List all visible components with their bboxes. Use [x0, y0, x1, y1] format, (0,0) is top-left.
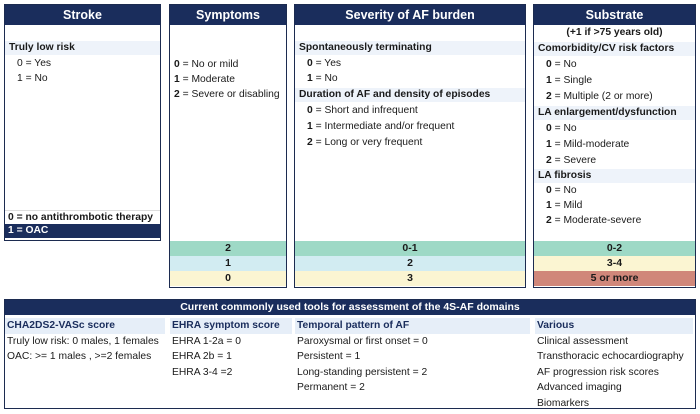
symptom-option: 1 = Moderate: [174, 74, 235, 85]
cha2ds2-vasc-column: [5, 318, 165, 365]
tools-title: Current commonly used tools for assessment of the 4S-AF domains: [5, 300, 695, 315]
severity-option: 0 = Short and infrequent: [307, 105, 418, 116]
substrate-column: [533, 4, 696, 288]
ehra-column: [170, 318, 292, 380]
assessment-tools-table: [4, 299, 696, 409]
substrate-option: 2 = Severe: [546, 155, 597, 166]
symptoms-score-high: 2: [170, 241, 286, 256]
duration-label: Duration of AF and density of episodes: [295, 88, 525, 102]
comorbidity-label: Comorbidity/CV risk factors: [534, 42, 695, 56]
substrate-option: 0 = No: [546, 59, 577, 70]
tool-item: Advanced imaging: [537, 382, 622, 393]
tool-item: Persistent = 1: [297, 351, 361, 362]
truly-low-risk-label: Truly low risk: [5, 41, 160, 55]
age-note: (+1 if >75 years old): [566, 27, 663, 38]
tool-item: Long-standing persistent = 2: [297, 366, 428, 378]
substrate-option: 2 = Multiple (2 or more): [546, 91, 653, 102]
spontaneously-terminating-label: Spontaneously terminating: [295, 41, 525, 55]
tool-item: EHRA 1-2a = 0: [172, 335, 241, 347]
severity-header: Severity of AF burden: [295, 5, 525, 25]
severity-score-mid: 2: [295, 256, 525, 271]
temporal-pattern-column: [295, 318, 530, 396]
symptoms-score-low: 0: [170, 271, 286, 286]
substrate-option: 0 = No: [546, 185, 577, 196]
severity-score-low: 3: [295, 271, 525, 286]
tool-item: Clinical assessment: [537, 335, 628, 347]
substrate-score-high: 5 or more: [534, 271, 695, 286]
la-enlargement-label: LA enlargement/dysfunction: [534, 106, 695, 120]
stroke-option-yes: 0 = Yes: [17, 58, 52, 69]
substrate-option: 0 = No: [546, 123, 577, 134]
symptoms-header: Symptoms: [170, 5, 286, 25]
tool-item: Truly low risk: 0 males, 1 females: [7, 335, 159, 347]
substrate-score-low: 0-2: [534, 241, 695, 256]
tool-item: EHRA 2b = 1: [172, 351, 232, 362]
stroke-option-no: 1 = No: [17, 73, 48, 84]
severity-option: 2 = Long or very frequent: [307, 137, 423, 148]
substrate-header: Substrate: [534, 5, 695, 25]
severity-option: 0 = Yes: [307, 58, 342, 69]
substrate-option: 2 = Moderate-severe: [546, 215, 642, 226]
various-header: Various: [535, 318, 693, 334]
la-fibrosis-label: LA fibrosis: [534, 169, 695, 183]
symptom-option: 0 = No or mild: [174, 59, 239, 70]
various-column: [535, 318, 693, 411]
tool-item: Paroxysmal or first onset = 0: [297, 335, 428, 347]
cha2ds2-vasc-header: CHA2DS2-VASc score: [5, 318, 165, 334]
stroke-column: [4, 4, 161, 241]
tool-item: Biomarkers: [537, 397, 590, 409]
stroke-header: Stroke: [5, 5, 160, 25]
tool-item: Permanent = 2: [297, 382, 365, 393]
substrate-option: 1 = Mild-moderate: [546, 139, 630, 150]
ehra-header: EHRA symptom score: [170, 318, 292, 334]
therapy-oac: 1 = OAC: [5, 224, 160, 238]
severity-score-high: 0-1: [295, 241, 525, 256]
symptoms-column: [169, 4, 287, 288]
therapy-none: 0 = no antithrombotic therapy: [5, 210, 160, 225]
symptom-option: 2 = Severe or disabling: [174, 89, 280, 100]
tool-item: EHRA 3-4 =2: [172, 366, 233, 378]
substrate-option: 1 = Mild: [546, 200, 583, 211]
severity-option: 1 = Intermediate and/or frequent: [307, 121, 455, 132]
severity-option: 1 = No: [307, 73, 338, 84]
symptoms-score-mid: 1: [170, 256, 286, 271]
temporal-pattern-header: Temporal pattern of AF: [295, 318, 530, 334]
tool-item: OAC: >= 1 males , >=2 females: [7, 351, 152, 362]
severity-column: [294, 4, 526, 288]
substrate-option: 1 = Single: [546, 75, 593, 86]
tool-item: Transthoracic echocardiography: [537, 351, 684, 362]
tool-item: AF progression risk scores: [537, 366, 659, 378]
substrate-score-mid: 3-4: [534, 256, 695, 271]
